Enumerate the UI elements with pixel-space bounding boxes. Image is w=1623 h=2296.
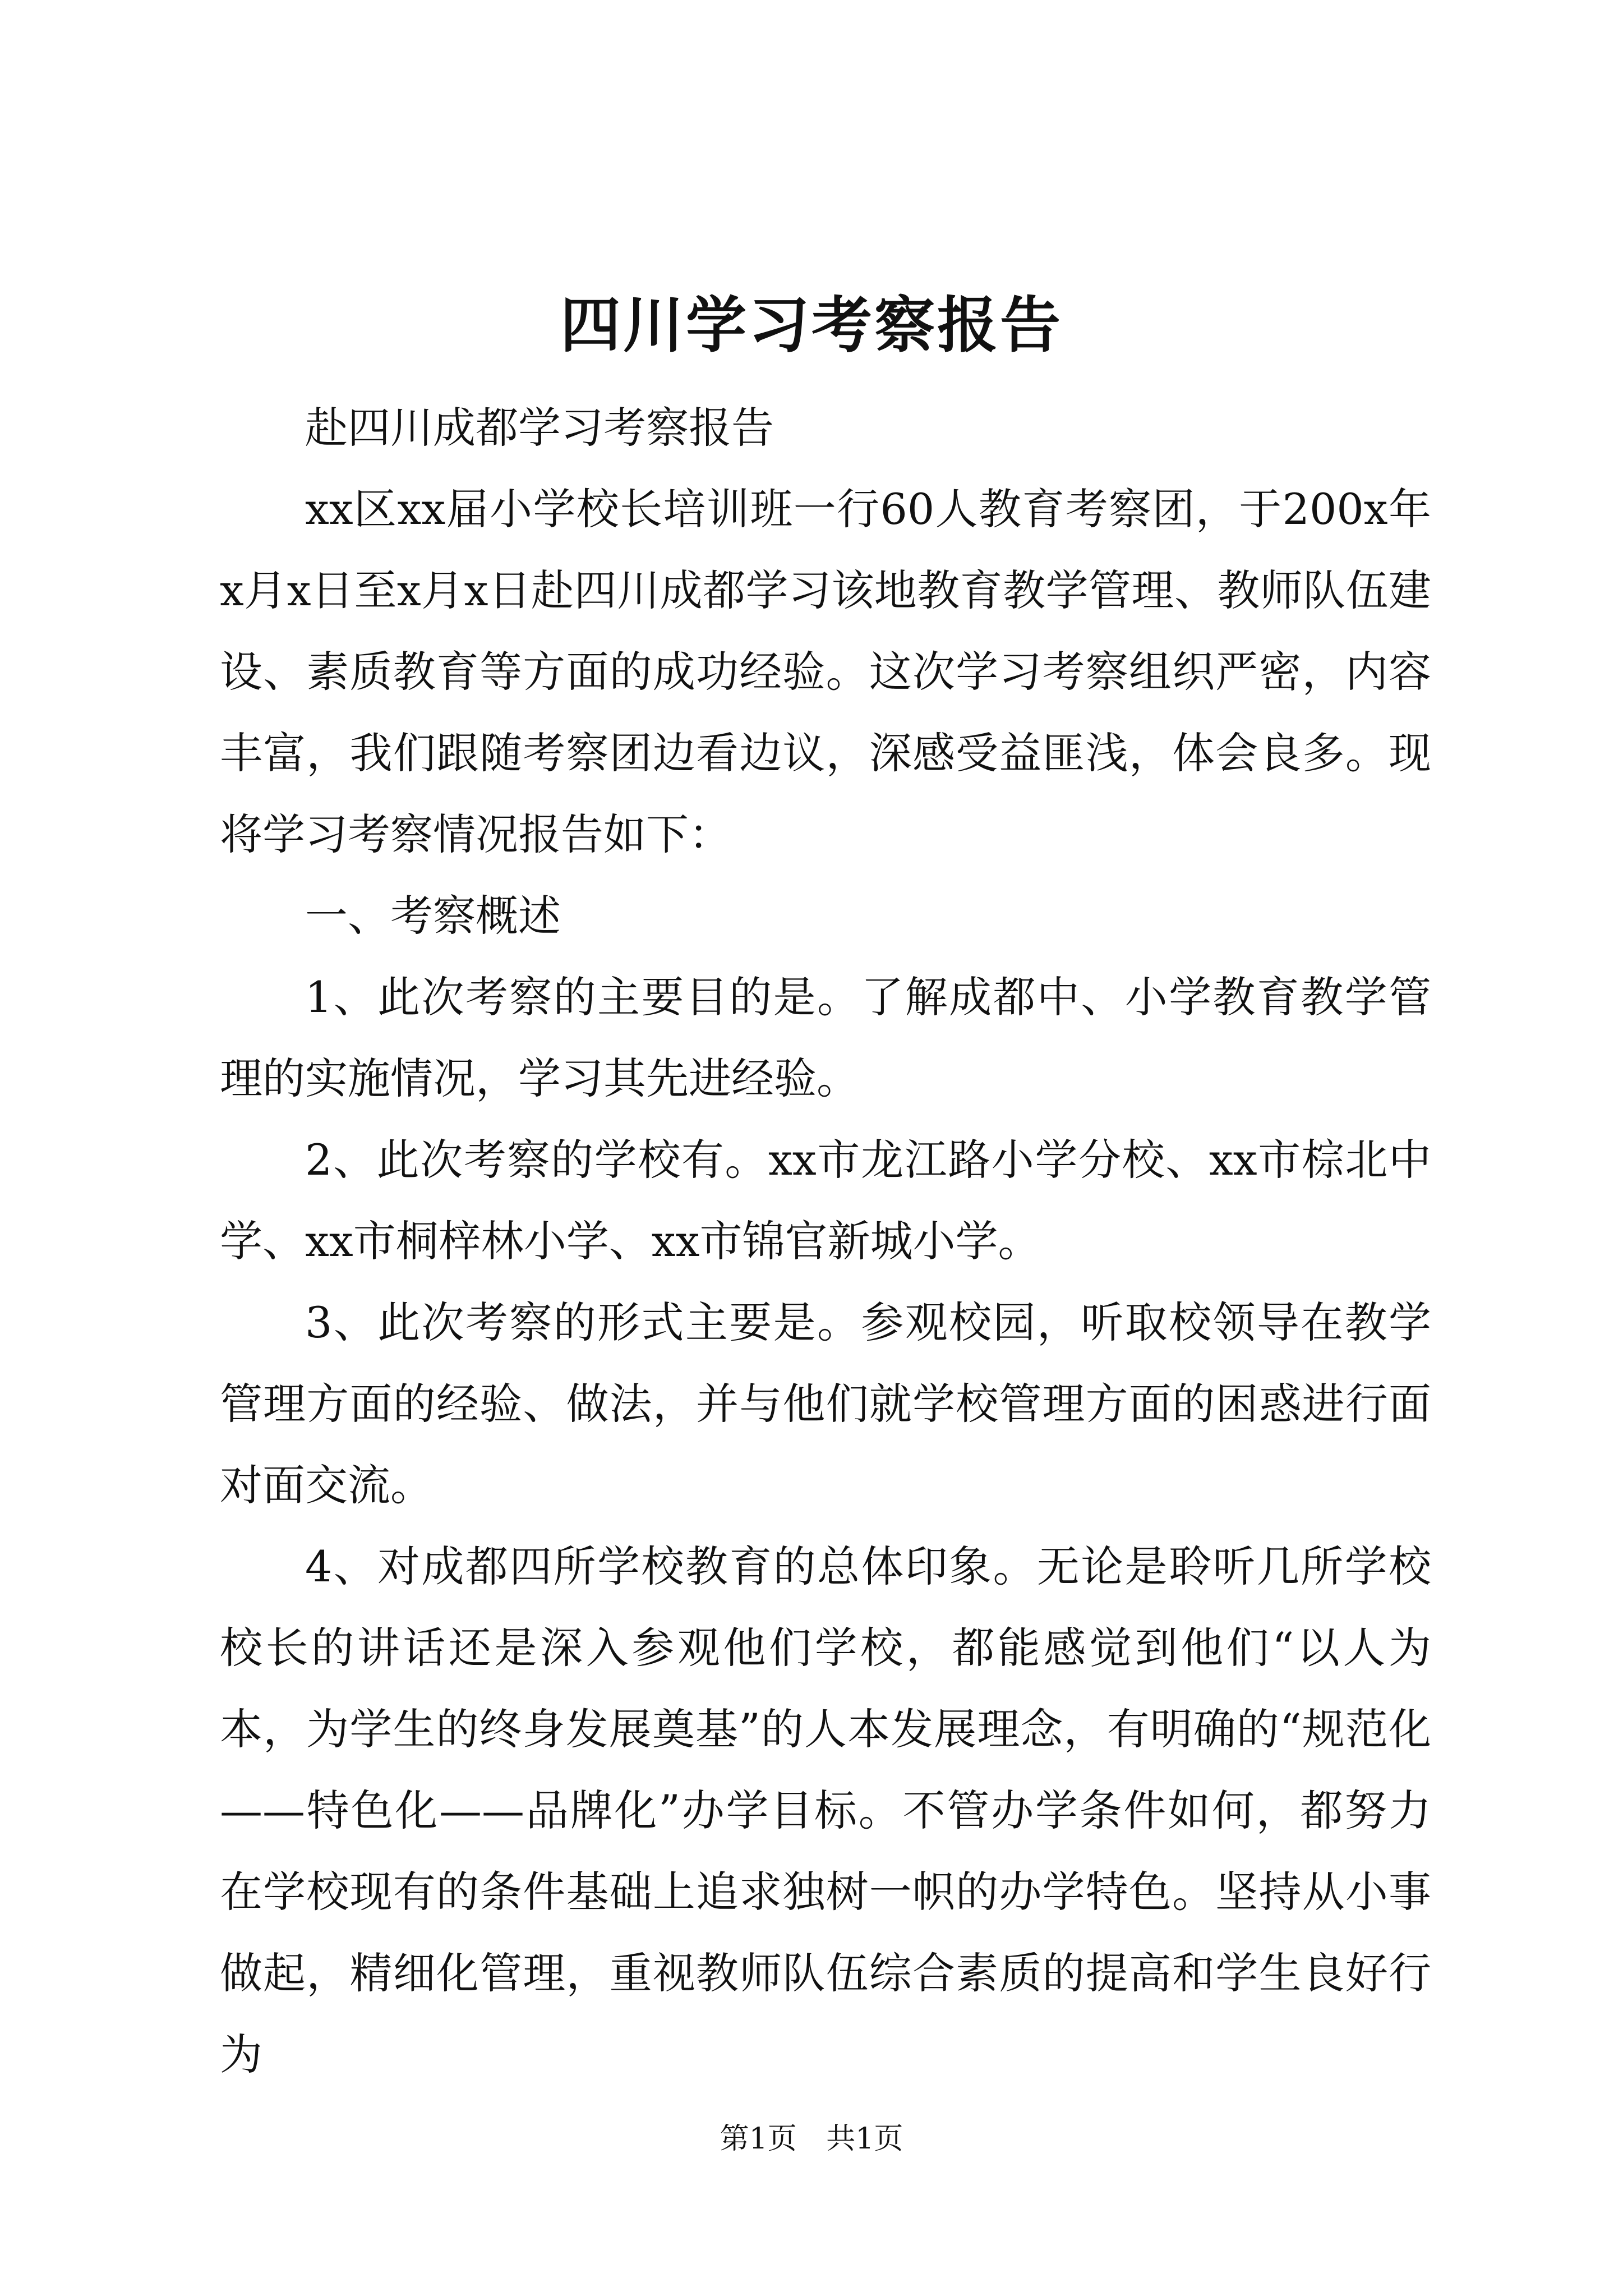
paragraph-subtitle: 赴四川成都学习考察报告	[305, 403, 774, 453]
paragraph-intro: xx区xx届小学校长培训班一行60人教育考察团，于200x年x月x日至x月x日赴四川成都学习该地教育教学管理、教师队伍建设、素质教育等方面的成功经验。这次学习考察组织严密，内容丰富，我们跟随考察团边看边议，深感受益匪浅，体会良多。现将学习考察情况报告如下：	[220, 484, 1431, 859]
paragraph-item-1: 1、此次考察的主要目的是。了解成都中、小学教育教学管理的实施情况，学习其先进经验。	[220, 972, 1431, 1103]
paragraph-item-2: 2、此次考察的学校有。xx市龙江路小学分校、xx市棕北中学、xx市桐梓林小学、xx市锦官新城小学。	[220, 1135, 1431, 1266]
page-footer	[0, 2119, 1623, 2159]
section-heading: 一、考察概述	[305, 891, 561, 941]
document-title: 四川学习考察报告	[560, 290, 1063, 361]
paragraph-item-4: 4、对成都四所学校教育的总体印象。无论是聆听几所学校校长的讲话还是深入参观他们学校，都能感觉到他们“以人为本，为学生的终身发展奠基”的人本发展理念，有明确的“规范化——特色化——品牌化”办学目标。不管办学条件如何，都努力在学校现有的条件基础上追求独树一帜的办学特色。坚持从小事做起，精细化管理，重视教师队伍综合素质的提高和学生良好行为	[220, 1542, 1431, 2079]
document-body	[220, 387, 1431, 2095]
page-number: 第1页	[720, 2122, 797, 2156]
paragraph-item-3: 3、此次考察的形式主要是。参观校园，听取校领导在教学管理方面的经验、做法，并与他们就学校管理方面的困惑进行面对面交流。	[220, 1297, 1431, 1510]
page-total: 共1页	[826, 2122, 903, 2156]
